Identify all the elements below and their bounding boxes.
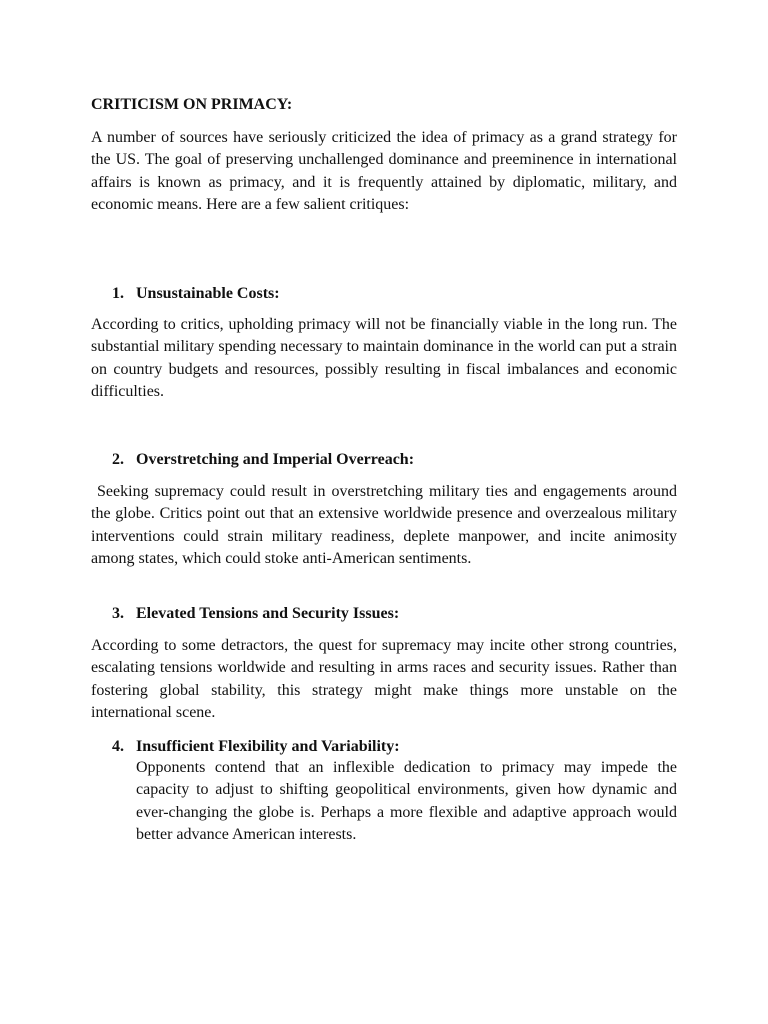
section-3-number: 3. (112, 605, 124, 622)
intro-paragraph: A number of sources have seriously criticized the idea of primacy as a grand strategy for the US. The goal of preserving unchallenged dominance and preeminence in international affairs is known as primacy, and it is frequently attained by diplomatic, military, and economic means. Here are a few salient critiques: (91, 129, 677, 214)
document-title: CRITICISM ON PRIMACY: (91, 96, 293, 113)
section-4-body: Opponents contend that an inflexible dedication to primacy may impede the capacity to adjust to shifting geopolitical environments, given how dynamic and ever-changing the globe is. Perhaps a more flexible and adaptive approach would better advance American interests. (136, 759, 677, 844)
section-3-heading (112, 604, 399, 624)
section-1-body: According to critics, upholding primacy will not be financially viable in the long run. The substantial military spending necessary to maintain dominance in the world can put a strain on country budgets and resources, possibly resulting in fiscal imbalances and economic difficulties. (91, 316, 677, 401)
section-4-heading (112, 737, 400, 757)
section-1-heading (112, 284, 280, 304)
section-1-title: Unsustainable Costs: (136, 285, 280, 302)
section-3-body: According to some detractors, the quest for supremacy may incite other strong countries, escalating tensions worldwide and resulting in arms races and security issues. Rather than fostering global stability, this strategy might make things more unstable on the international scene. (91, 637, 677, 722)
section-4-title: Insufficient Flexibility and Variability: (136, 738, 400, 755)
section-2-heading (112, 450, 414, 470)
section-2-title: Overstretching and Imperial Overreach: (136, 451, 415, 468)
section-2-body: Seeking supremacy could result in overstretching military ties and engagements around the globe. Critics point out that an extensive worldwide presence and overzealous military interventions could strain military readiness, deplete manpower, and incite animosity among states, which could stoke anti-American sentiments. (91, 483, 682, 568)
section-1-number: 1. (112, 285, 124, 302)
section-3-title: Elevated Tensions and Security Issues: (136, 605, 400, 622)
section-4-number: 4. (112, 738, 124, 755)
section-2-number: 2. (112, 451, 124, 468)
